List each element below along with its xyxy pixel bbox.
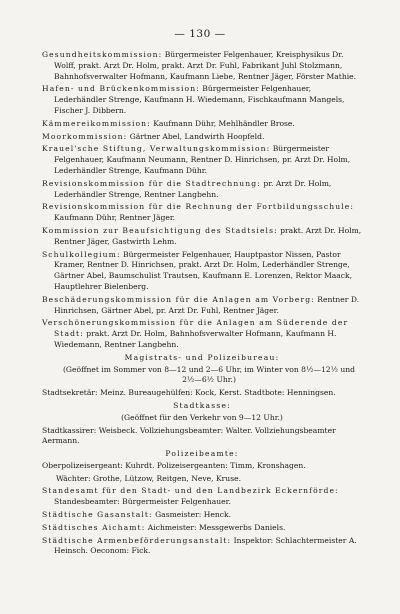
- entry-label: Beschäderungskommission für die Anlagen am Vorberg:: [42, 294, 315, 304]
- page-content: [42, 50, 362, 559]
- entry-text: prakt. Arzt Dr. Holm, Rentner Jäger, Gastwirth Lehm.: [54, 225, 362, 246]
- entry-gasanstalt: [42, 510, 362, 521]
- entry-hafenkommission: [42, 84, 362, 116]
- entry-text: Standesbeamter: Bürgermeister Felgenhauer.: [54, 497, 231, 507]
- magistrat-heading: Magistrats- und Polizeibureau:: [124, 352, 280, 362]
- entry-label: Kommission zur Beaufsichtigung des Stadtsiels:: [42, 225, 278, 235]
- entry-text: prakt. Arzt Dr. Holm, Bahnhofsverwalter Hofmann, Kaufmann H. Wiedemann, Rentner Langbehn.: [54, 329, 337, 349]
- entry-standesamt: [42, 486, 362, 508]
- magistrat-staff: Stadtsekretär: Meinz. Bureaugehülfen: Kock, Kerst. Stadtbote: Henningsen.: [42, 388, 336, 398]
- entry-label: Städtische Armenbeförderungsanstalt:: [42, 535, 232, 545]
- entry-armenanstalt: [42, 536, 362, 558]
- entry-label: Krauel'sche Stiftung, Verwaltungskommission:: [42, 144, 271, 154]
- entry-label: Moorkommission:: [42, 131, 128, 141]
- entry-label: Schulkollegium:: [42, 249, 121, 259]
- stadtkasse-heading: Stadtkasse:: [173, 400, 231, 410]
- entry-schulkollegium: [42, 250, 362, 293]
- page-number: — 130 —: [174, 28, 226, 40]
- entry-text: Aichmeister: Messgewerbs Daniels.: [145, 522, 286, 532]
- stadtkasse-hours: (Geöffnet für den Verkehr von 9—12 Uhr.): [121, 412, 283, 422]
- entry-label: Revisionskommission für die Stadtrechnung:: [42, 178, 261, 188]
- entry-kaemmereikommission: [42, 119, 362, 130]
- entry-text: Bürgermeister Felgenhauer, Lederhändler Strenge, Kaufmann H. Wiedemann, Fischkaufmann Mangels, Fischer J. Dibbern.: [54, 84, 345, 115]
- entry-vorberg-kommission: [42, 295, 362, 317]
- entry-label: Kämmereikommission:: [42, 118, 151, 128]
- entry-text: Bürgermeister Felgenhauer, Kaufmann Neumann, Rentner D. Hinrichsen, pr. Arzt Dr. Holm, Lederhändler Strenge, Kaufmann Dühr.: [54, 144, 351, 175]
- stadtkasse-staff: Stadtkassirer: Weisbeck. Vollziehungsbeamter: Walter. Vollziehungsbeamter Aermann.: [42, 425, 336, 446]
- entry-text: Rentner D. Hinrichsen, Gärtner Abel, pr. Arzt Dr. Fuhl, Rentner Jäger.: [54, 294, 360, 315]
- entry-label: Revisionskommission für die Rechnung der Fortbildungsschule:: [42, 202, 354, 212]
- polizei-officers: Oberpolizeisergeant: Kuhrdt. Polizeisergeanten: Timm, Kronshagen.: [42, 460, 306, 470]
- entry-label: Verschönerungskommission für die Anlagen am Süderende der Stadt:: [42, 318, 349, 339]
- entry-moorkommission: [42, 132, 362, 143]
- entry-text: Kaufmann Dühr, Rentner Jäger.: [54, 213, 176, 223]
- entry-text: Bürgermeister Felgenhauer, Kreisphysikus Dr. Wolff, prakt. Arzt Dr. Holm, prakt. Arzt Dr. Fuhl, Fabrikant Juhl Stolzmann, Bahnhofsverwalter Hofmann, Kaufmann Liebe, Rentner Jäger, Förster Mathie.: [54, 50, 357, 81]
- entry-text: pr. Arzt Dr. Holm, Lederhändler Strenge, Rentner Langbehn.: [54, 178, 332, 199]
- polizei-guards: Wächter: Grothe, Lützow, Reitgen, Neve, Kruse.: [56, 473, 241, 483]
- entry-gesundheitskommission: [42, 50, 362, 82]
- entry-label: Gesundheitskommission:: [42, 50, 163, 59]
- entry-revisionskommission-schule: [42, 202, 362, 224]
- entry-text: Bürgermeister Felgenhauer, Hauptpastor Nissen, Pastor Kramer, Rentner D. Hinrichsen, prakt. Arzt Dr. Holm, Lederhändler Strenge, Gärtner Abel, Baumschulist Trautsen, Kaufmann E. Lorenzen, Rektor Maack, Hauptlehrer Bielenberg.: [54, 249, 353, 291]
- magistrat-hours: (Geöffnet im Sommer von 8—12 und 2—6 Uhr, im Winter von 8½—12½ und 2½—6½ Uhr.): [62, 364, 356, 385]
- entry-aichamt: [42, 523, 362, 534]
- entry-text: Inspektor: Schlachtermeister A. Heinsch. Oeconom: Fick.: [54, 535, 357, 556]
- entry-label: Städtisches Aichamt:: [42, 522, 146, 532]
- entry-stadtsiel-kommission: [42, 226, 362, 248]
- entry-text: Gärtner Abel, Landwirth Hoopfeld.: [127, 131, 265, 141]
- entry-text: Kaufmann Dühr, Mehlhändler Brose.: [150, 118, 295, 128]
- polizei-heading: Polizeibeamte:: [165, 449, 239, 459]
- entry-label: Hafen- und Brückenkommission:: [42, 84, 200, 94]
- entry-revisionskommission-stadt: [42, 179, 362, 201]
- entry-verschoenerungskommission: [42, 318, 362, 350]
- entry-text: Gasmeister: Henck.: [152, 510, 232, 520]
- entry-label: Standesamt für den Stadt- und den Landbezirk Eckernförde:: [42, 486, 339, 496]
- entry-label: Städtische Gasanstalt:: [42, 510, 153, 520]
- entry-krauel-stiftung: [42, 144, 362, 176]
